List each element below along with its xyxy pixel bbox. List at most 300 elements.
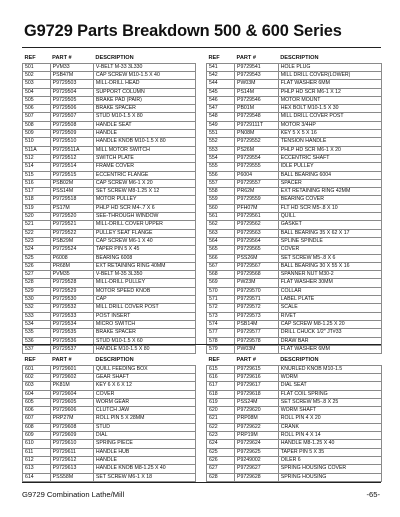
table-row: [23, 304, 196, 312]
header-description: DESCRIPTION: [280, 357, 319, 363]
table-header-row: [207, 357, 382, 365]
part-number-cell: P9729528: [50, 279, 93, 287]
table-row: [207, 365, 382, 373]
description-cell: KNURLED KNOB M10-1.5: [278, 365, 381, 373]
header-part: PART #: [236, 357, 256, 363]
part-number-cell: P9729601: [50, 365, 93, 373]
table-header-row: [207, 55, 382, 63]
table-row: [207, 63, 382, 71]
part-number-cell: P9729514: [50, 163, 93, 171]
description-cell: SPACER: [278, 179, 381, 187]
table-row: [23, 374, 196, 382]
ref-cell: 541: [207, 63, 235, 71]
table-row: [23, 287, 196, 295]
part-number-cell: P9729521: [50, 221, 93, 229]
table-row: [23, 105, 196, 113]
part-number-cell: P9729567: [235, 262, 279, 270]
description-cell: BALL BEARING 6004: [278, 171, 381, 179]
table-row: [23, 407, 196, 415]
description-cell: FLAT WASHER 6MM: [278, 345, 381, 353]
ref-cell: 537: [23, 345, 51, 353]
part-number-cell: P6008: [50, 254, 93, 262]
description-cell: TAPER PIN 5 X 45: [93, 246, 195, 254]
header-part: PART #: [52, 357, 72, 363]
description-cell: SET SCREW M8-1.25 X 12: [93, 188, 195, 196]
part-number-cell: P9729529: [50, 287, 93, 295]
part-number-cell: PK81M: [50, 382, 93, 390]
description-cell: SUPPORT COLUMN: [93, 88, 195, 96]
description-cell: KEY 6 X 6 X 12: [93, 382, 195, 390]
description-cell: KEY 5 X 5 X 16: [278, 130, 381, 138]
description-cell: CRANK: [278, 423, 381, 431]
part-number-cell: P9729506: [50, 105, 93, 113]
description-cell: ROLL PIN 5 X 28MM: [93, 415, 195, 423]
ref-cell: 559: [207, 196, 235, 204]
description-cell: MILL-DRILL COVER UPPER: [93, 221, 195, 229]
ref-cell: 579: [207, 345, 235, 353]
table-row: [207, 345, 382, 353]
ref-cell: 514: [23, 163, 51, 171]
part-number-cell: PSS24M: [235, 398, 279, 406]
ref-cell: 571: [207, 296, 235, 304]
table-row: [23, 382, 196, 390]
table-row: [23, 221, 196, 229]
part-number-cell: P9729628: [235, 473, 279, 481]
description-cell: MILL-DRILL HEAD: [93, 80, 195, 88]
part-number-cell: P9729524: [50, 246, 93, 254]
ref-cell: 545: [207, 88, 235, 96]
description-cell: QUILL: [278, 213, 381, 221]
description-cell: SCALE: [278, 304, 381, 312]
ref-cell: 548: [207, 113, 235, 121]
ref-cell: 609: [23, 432, 51, 440]
part-number-cell: PS17M: [50, 204, 93, 212]
table-row: [207, 146, 382, 154]
table-row: [207, 398, 382, 406]
table-row: [23, 154, 196, 162]
part-number-cell: P9729552: [235, 138, 279, 146]
part-number-cell: P9729578: [235, 337, 279, 345]
table-row: [207, 130, 382, 138]
ref-cell: 508: [23, 121, 51, 129]
ref-cell: 533: [23, 312, 51, 320]
title-rule: [22, 47, 381, 48]
ref-cell: 602: [23, 374, 51, 382]
table-row: [23, 398, 196, 406]
ref-cell: 563: [207, 229, 235, 237]
table-row: [23, 448, 196, 456]
ref-cell: 625: [207, 448, 235, 456]
description-cell: DIAL: [93, 432, 195, 440]
ref-cell: 561: [207, 213, 235, 221]
header-ref: REF: [208, 357, 220, 363]
parts-table-615-628: [206, 357, 382, 482]
table-row: [23, 88, 196, 96]
description-cell: MOTOR MOUNT: [278, 96, 381, 104]
description-cell: EXT RETAINING RING 40MM: [93, 262, 195, 270]
description-cell: BEARING 6008: [93, 254, 195, 262]
table-header-row: [23, 55, 196, 63]
description-cell: ECCENTRIC FLANGE: [93, 171, 195, 179]
part-number-cell: P9729620: [235, 407, 279, 415]
table-row: [23, 473, 196, 481]
ref-cell: 607: [23, 415, 51, 423]
part-number-cell: PSS14M: [50, 188, 93, 196]
part-number-cell: P9729611: [50, 448, 93, 456]
ref-cell: 554: [207, 154, 235, 162]
ref-cell: 509: [23, 130, 51, 138]
header-description: DESCRIPTION: [95, 55, 134, 61]
description-cell: TAPER PIN 5 X 35: [278, 448, 381, 456]
ref-cell: 532: [23, 304, 51, 312]
table-row: [207, 105, 382, 113]
header-ref: REF: [24, 357, 36, 363]
part-number-cell: P9729509: [50, 130, 93, 138]
description-cell: HANDLE HUB: [93, 448, 195, 456]
description-cell: PHLP HD SCR M4-.7 X 6: [93, 204, 195, 212]
description-cell: SET SCREW M5-.8 X 6: [278, 254, 381, 262]
ref-cell: 529: [23, 287, 51, 295]
description-cell: FRAME COVER: [93, 163, 195, 171]
part-number-cell: PSB47M: [50, 72, 93, 80]
table-row: [207, 473, 382, 481]
description-cell: IDLE PULLEY: [278, 163, 381, 171]
description-cell: POST INSERT: [93, 312, 195, 320]
description-cell: SPANNER NUT M30-2: [278, 271, 381, 279]
table-row: [23, 465, 196, 473]
description-cell: WORM GEAR: [93, 398, 195, 406]
description-cell: MICRO SWITCH: [93, 320, 195, 328]
table-row: [207, 262, 382, 270]
description-cell: DRILL CHUCK 1/2" JT#33: [278, 329, 381, 337]
part-number-cell: P9729510: [50, 138, 93, 146]
description-cell: HANDLE: [93, 130, 195, 138]
table-row: [207, 80, 382, 88]
part-number-cell: P9729625: [235, 448, 279, 456]
description-cell: PULLEY SEAT FLANGE: [93, 229, 195, 237]
ref-cell: 558: [207, 188, 235, 196]
description-cell: SWITCH PLATE: [93, 154, 195, 162]
part-number-cell: PSS26M: [235, 254, 279, 262]
ref-cell: 530: [23, 296, 51, 304]
description-cell: HANDLE KNOB M8-1.25 X 40: [93, 465, 195, 473]
part-number-cell: PVM35: [50, 271, 93, 279]
ref-cell: 562: [207, 221, 235, 229]
part-number-cell: P9729622: [235, 423, 279, 431]
part-number-cell: P9729546: [235, 96, 279, 104]
table-row: [207, 204, 382, 212]
description-cell: SEE-THROUGH WINDOW: [93, 213, 195, 221]
description-cell: LABEL PLATE: [278, 296, 381, 304]
ref-cell: 570: [207, 287, 235, 295]
parts-table-601-614: [22, 357, 196, 482]
part-number-cell: P9729512: [50, 154, 93, 162]
description-cell: HEX BOLT M10-1.5 X 30: [278, 105, 381, 113]
part-number-cell: P9729570: [235, 287, 279, 295]
part-number-cell: P9729561: [235, 213, 279, 221]
part-number-cell: P9729613: [50, 465, 93, 473]
footer-page-number: -65-: [366, 490, 380, 499]
description-cell: ROLL PIN 4 X 20: [278, 415, 381, 423]
ref-cell: 511A: [23, 146, 51, 154]
table-row: [207, 440, 382, 448]
table-row: [23, 196, 196, 204]
ref-cell: 557: [207, 179, 235, 187]
ref-cell: 613: [23, 465, 51, 473]
description-cell: OILER 6: [278, 456, 381, 464]
part-number-cell: P9729602: [50, 374, 93, 382]
ref-cell: 615: [207, 365, 235, 373]
table-row: [207, 382, 382, 390]
table-row: [207, 88, 382, 96]
ref-cell: 560: [207, 204, 235, 212]
part-number-cell: P9729627: [235, 465, 279, 473]
description-cell: BEARING COVER: [278, 196, 381, 204]
ref-cell: 535: [23, 329, 51, 337]
table-row: [23, 113, 196, 121]
part-number-cell: PRP19M: [235, 432, 279, 440]
table-row: [23, 254, 196, 262]
part-number-cell: P9729609: [50, 432, 93, 440]
description-cell: HANDLE SEAT: [93, 121, 195, 129]
table-row: [23, 345, 196, 353]
ref-cell: 522: [23, 229, 51, 237]
ref-cell: 552: [207, 138, 235, 146]
ref-cell: 505: [23, 96, 51, 104]
description-cell: FLT HD SCR M5-.8 X 10: [278, 204, 381, 212]
part-number-cell: P9729573: [235, 312, 279, 320]
table-row: [207, 271, 382, 279]
ref-cell: 612: [23, 456, 51, 464]
table-row: [23, 188, 196, 196]
table-row: [23, 80, 196, 88]
description-cell: PHLP HD SCR M6-1 X 20: [278, 146, 381, 154]
part-number-cell: P9729571: [235, 296, 279, 304]
ref-cell: 551: [207, 130, 235, 138]
part-number-cell: P9729511A: [50, 146, 93, 154]
table-row: [23, 229, 196, 237]
table-row: [23, 237, 196, 245]
part-number-cell: PSB14M: [235, 320, 279, 328]
table-row: [23, 296, 196, 304]
part-number-cell: PR62M: [235, 188, 279, 196]
part-number-cell: P9729522: [50, 229, 93, 237]
table-row: [23, 432, 196, 440]
part-number-cell: P9729616: [235, 374, 279, 382]
description-cell: SPLINE SPINDLE: [278, 237, 381, 245]
table-row: [23, 246, 196, 254]
ref-cell: 614: [23, 473, 51, 481]
ref-cell: 528: [23, 279, 51, 287]
part-number-cell: PRP27M: [50, 415, 93, 423]
table-row: [207, 312, 382, 320]
part-number-cell: P9729612: [50, 456, 93, 464]
part-number-cell: P9729565: [235, 246, 279, 254]
part-number-cell: PW03M: [235, 345, 279, 353]
ref-cell: 515: [23, 171, 51, 179]
description-cell: HANDLE KNOB M10-1.5 X 80: [93, 138, 195, 146]
table-row: [207, 254, 382, 262]
header-part: PART #: [52, 55, 72, 61]
ref-cell: 504: [23, 88, 51, 96]
ref-cell: 555: [207, 163, 235, 171]
part-number-cell: PSS58M: [50, 473, 93, 481]
ref-cell: 506: [23, 105, 51, 113]
ref-cell: 525: [23, 254, 51, 262]
part-number-cell: PW03M: [235, 80, 279, 88]
description-cell: GEAR SHAFT: [93, 374, 195, 382]
description-cell: WORM: [278, 374, 381, 382]
part-number-cell: P9729617: [235, 382, 279, 390]
ref-cell: 568: [207, 271, 235, 279]
ref-cell: 620: [207, 407, 235, 415]
table-row: [207, 448, 382, 456]
part-number-cell: P9729624: [235, 440, 279, 448]
table-row: [207, 171, 382, 179]
table-row: [23, 213, 196, 221]
ref-cell: 518: [23, 196, 51, 204]
ref-cell: 567: [207, 262, 235, 270]
ref-cell: 605: [23, 398, 51, 406]
ref-cell: 619: [207, 398, 235, 406]
table-row: [23, 329, 196, 337]
part-number-cell: P9729577: [235, 329, 279, 337]
ref-cell: 536: [23, 337, 51, 345]
table-row: [23, 163, 196, 171]
description-cell: SET SCREW M5-.8 X 25: [278, 398, 381, 406]
description-cell: MILL MOTOR SWITCH: [93, 146, 195, 154]
table-row: [207, 163, 382, 171]
ref-cell: 618: [207, 390, 235, 398]
part-number-cell: PB01M: [235, 105, 279, 113]
part-number-cell: PFH07M: [235, 204, 279, 212]
part-number-cell: P9729605: [50, 398, 93, 406]
table-row: [207, 221, 382, 229]
part-number-cell: P9729555: [235, 163, 279, 171]
table-row: [23, 179, 196, 187]
table-row: [207, 154, 382, 162]
table-row: [23, 63, 196, 71]
table-row: [207, 304, 382, 312]
description-cell: HANDLE: [93, 456, 195, 464]
table-row: [207, 246, 382, 254]
ref-cell: 544: [207, 80, 235, 88]
table-row: [23, 262, 196, 270]
ref-cell: 542: [207, 72, 235, 80]
part-number-cell: P9729557: [235, 179, 279, 187]
part-number-cell: P9729543: [235, 72, 279, 80]
table-row: [207, 179, 382, 187]
table-row: [207, 96, 382, 104]
ref-cell: 622: [207, 423, 235, 431]
part-number-cell: P9249002: [235, 456, 279, 464]
header-description: DESCRIPTION: [280, 55, 319, 61]
ref-cell: 534: [23, 320, 51, 328]
description-cell: CAP SCREW M10-1.5 X 40: [93, 72, 195, 80]
part-number-cell: P9729608: [50, 423, 93, 431]
ref-cell: 611: [23, 448, 51, 456]
description-cell: MOTOR 3/4HP: [278, 121, 381, 129]
table-row: [207, 465, 382, 473]
table-row: [23, 320, 196, 328]
description-cell: ROLL PIN 4 X 14: [278, 432, 381, 440]
part-number-cell: P9729532: [50, 304, 93, 312]
table-row: [207, 196, 382, 204]
ref-cell: 604: [23, 390, 51, 398]
description-cell: BRAKE SPACER: [93, 329, 195, 337]
description-cell: BRAKE PAD (PAIR): [93, 96, 195, 104]
description-cell: ECCENTRIC SHAFT: [278, 154, 381, 162]
description-cell: SPRING HOUSING COVER: [278, 465, 381, 473]
ref-cell: 556: [207, 171, 235, 179]
part-number-cell: PS26M: [235, 146, 279, 154]
table-row: [207, 415, 382, 423]
table-row: [207, 188, 382, 196]
description-cell: FLAT COIL SPRING: [278, 390, 381, 398]
description-cell: TENSION HANDLE: [278, 138, 381, 146]
description-cell: V-BELT M-33 3L330: [93, 63, 195, 71]
part-number-cell: P6004: [235, 171, 279, 179]
part-number-cell: P9729564: [235, 237, 279, 245]
description-cell: DIAL SEAT: [278, 382, 381, 390]
ref-cell: 516: [23, 179, 51, 187]
table-row: [23, 271, 196, 279]
part-number-cell: P9729530: [50, 296, 93, 304]
description-cell: MILL DRILL COVER(LOWER): [278, 72, 381, 80]
part-number-cell: P9729507: [50, 113, 93, 121]
table-row: [207, 374, 382, 382]
part-number-cell: P9729610: [50, 440, 93, 448]
part-number-cell: P9729559: [235, 196, 279, 204]
ref-cell: 627: [207, 465, 235, 473]
description-cell: COVER: [93, 390, 195, 398]
ref-cell: 564: [207, 237, 235, 245]
page-title: G9729 Parts Breakdown 500 & 600 Series: [24, 22, 342, 40]
table-row: [207, 287, 382, 295]
part-number-cell: P9729572: [235, 304, 279, 312]
part-number-cell: P9729515: [50, 171, 93, 179]
ref-cell: 621: [207, 415, 235, 423]
description-cell: CAP SCREW M6-1 X 40: [93, 237, 195, 245]
part-number-cell: PW23M: [235, 279, 279, 287]
description-cell: RIVET: [278, 312, 381, 320]
table-row: [207, 432, 382, 440]
ref-cell: 569: [207, 279, 235, 287]
part-number-cell: P9729604: [50, 390, 93, 398]
description-cell: SPRING HOUSING: [278, 473, 381, 481]
part-number-cell: PSB29M: [50, 237, 93, 245]
part-number-cell: P9729606: [50, 407, 93, 415]
header-description: DESCRIPTION: [95, 357, 134, 363]
header-part: PART #: [236, 55, 256, 61]
ref-cell: 626: [207, 456, 235, 464]
part-number-cell: P9729111T: [235, 121, 279, 129]
table-row: [23, 138, 196, 146]
ref-cell: 617: [207, 382, 235, 390]
description-cell: CAP SCREW M8-1.25 X 20: [278, 320, 381, 328]
ref-cell: 601: [23, 365, 51, 373]
part-number-cell: P9729541: [235, 63, 279, 71]
ref-cell: 524: [23, 246, 51, 254]
part-number-cell: P9729505: [50, 96, 93, 104]
description-cell: STUD: [93, 423, 195, 431]
table-row: [23, 146, 196, 154]
ref-cell: 503: [23, 80, 51, 88]
description-cell: MILL DRILL COVER POST: [93, 304, 195, 312]
description-cell: HOLE PLUG: [278, 63, 381, 71]
table-header-row: [23, 357, 196, 365]
ref-cell: 512: [23, 154, 51, 162]
